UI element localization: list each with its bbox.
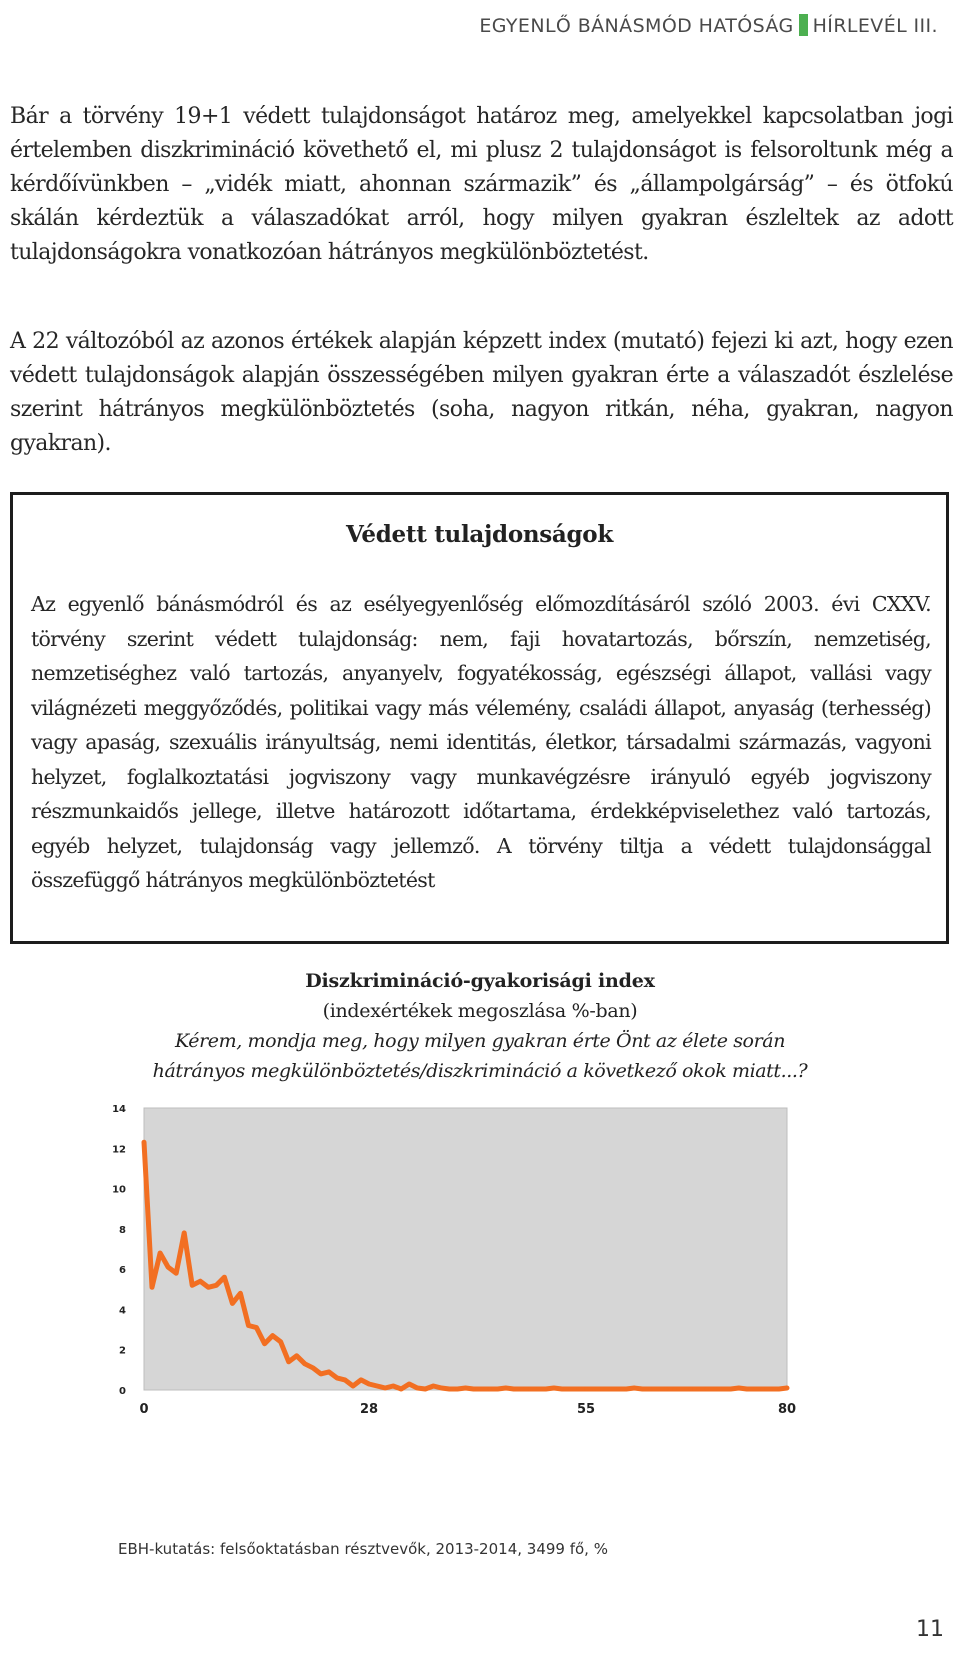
data-point — [464, 1386, 468, 1390]
page-number: 11 — [916, 1617, 944, 1642]
data-point — [640, 1387, 644, 1391]
data-point — [560, 1387, 564, 1391]
header-separator-bar — [799, 14, 808, 36]
x-tick-label: 0 — [139, 1402, 149, 1417]
data-point — [319, 1372, 323, 1376]
data-point — [632, 1386, 636, 1390]
data-point — [303, 1362, 307, 1366]
data-point — [705, 1387, 709, 1391]
data-point — [383, 1386, 387, 1390]
data-point — [729, 1387, 733, 1391]
data-point — [713, 1387, 717, 1391]
source-note: EBH-kutatás: felsőoktatásban résztvevők, 2013-2014, 3499 fő, % — [118, 1540, 608, 1558]
data-point — [238, 1291, 242, 1295]
data-point — [785, 1386, 789, 1390]
data-point — [552, 1386, 556, 1390]
y-tick-label: 2 — [119, 1345, 126, 1357]
data-point — [246, 1324, 250, 1328]
data-point — [681, 1387, 685, 1391]
data-point — [536, 1387, 540, 1391]
data-point — [295, 1354, 299, 1358]
y-tick-label: 4 — [119, 1305, 126, 1317]
plot-area — [144, 1108, 787, 1390]
data-point — [206, 1285, 210, 1289]
y-tick-label: 10 — [112, 1184, 126, 1196]
data-point — [375, 1384, 379, 1388]
data-point — [142, 1140, 146, 1144]
data-point — [150, 1285, 154, 1289]
data-point — [271, 1334, 275, 1338]
data-point — [576, 1387, 580, 1391]
protected-characteristics-box — [10, 492, 949, 944]
y-tick-label: 12 — [112, 1144, 126, 1156]
data-point — [592, 1387, 596, 1391]
data-point — [600, 1387, 604, 1391]
y-tick-label: 8 — [119, 1224, 126, 1236]
data-point — [496, 1387, 500, 1391]
data-point — [335, 1376, 339, 1380]
data-point — [311, 1366, 315, 1370]
data-point — [504, 1386, 508, 1390]
data-point — [198, 1279, 202, 1283]
data-point — [512, 1387, 516, 1391]
data-point — [777, 1387, 781, 1391]
data-point — [158, 1251, 162, 1255]
chart-subtitle: (indexértékek megoszlása %-ban) — [322, 1000, 638, 1022]
data-point — [664, 1387, 668, 1391]
data-point — [488, 1387, 492, 1391]
x-tick-label: 80 — [777, 1402, 797, 1417]
data-point — [182, 1231, 186, 1235]
data-point — [423, 1387, 427, 1391]
data-point — [359, 1378, 363, 1382]
data-point — [520, 1387, 524, 1391]
data-point — [480, 1387, 484, 1391]
data-point — [737, 1386, 741, 1390]
data-point — [624, 1387, 628, 1391]
data-point — [391, 1384, 395, 1388]
box-title: Védett tulajdonságok — [345, 521, 613, 548]
chart-question-line-2: hátrányos megkülönböztetés/diszkrimináció a következő okok miatt...? — [152, 1060, 808, 1082]
data-point — [544, 1387, 548, 1391]
data-point — [367, 1382, 371, 1386]
discrimination-index-chart — [100, 1095, 860, 1525]
data-point — [407, 1382, 411, 1386]
y-tick-label: 14 — [112, 1104, 126, 1115]
data-point — [174, 1271, 178, 1275]
chart-question-line-1: Kérem, mondja meg, hogy milyen gyakran érte Önt az élete során — [174, 1030, 786, 1052]
page-header — [479, 14, 938, 37]
data-point — [214, 1283, 218, 1287]
data-point — [399, 1387, 403, 1391]
data-point — [648, 1387, 652, 1391]
chart-question — [0, 1026, 960, 1086]
data-point — [415, 1386, 419, 1390]
data-point — [568, 1387, 572, 1391]
intro-paragraph: Bár a törvény 19+1 védett tulajdonságot határoz meg, amelyekkel kapcsolatban jogi értelemben diszkrimináció követhető el, mi plusz 2 tulajdonságot is felsoroltunk még a kérdőívünkben – „vidék miatt, ahonnan származik” és „állampolgárság” – és ötfokú skálán kérdeztük a válaszadókat arról, hogy milyen gyakran észleltek az adott tulajdonságokra vonatkozóan hátrányos megkülönböztetést. — [10, 104, 953, 265]
header-publisher: EGYENLŐ BÁNÁSMÓD HATÓSÁG — [479, 15, 794, 37]
data-point — [584, 1387, 588, 1391]
data-point — [656, 1387, 660, 1391]
data-point — [745, 1387, 749, 1391]
data-point — [287, 1360, 291, 1364]
data-point — [769, 1387, 773, 1391]
data-point — [472, 1387, 476, 1391]
data-point — [447, 1387, 451, 1391]
data-point — [689, 1387, 693, 1391]
data-point — [327, 1370, 331, 1374]
data-point — [255, 1326, 259, 1330]
data-point — [455, 1387, 459, 1391]
data-point — [166, 1265, 170, 1269]
x-tick-label: 28 — [360, 1402, 379, 1417]
data-point — [608, 1387, 612, 1391]
data-point — [230, 1301, 234, 1305]
data-point — [761, 1387, 765, 1391]
box-text: Az egyenlő bánásmódról és az esélyegyenlőség előmozdításáról szóló 2003. évi CXXV. törvény szerint védett tulajdonság: nem, faji hovatartozás, bőrszín, nemzetiség, nemzetiséghez való tartozás, anyanyelv, fogyatékosság, egészségi állapot, vallási vagy világnézeti meggyőződés, politikai vagy más vélemény, családi állapot, anyaság (terhesség) vagy apaság, szexuális irányultság, nemi identitás, életkor, társadalmi származás, vagyoni helyzet, foglalkoztatási jogviszony vagy munkavégzésre irányuló egyéb jogviszony részmunkaidős jellege, illetve határozott időtartama, érdekképviselethez való tartozás, egyéb helyzet, tulajdonság vagy jellemző. A törvény tiltja a védett tulajdonsággal összefüggő hátrányos megkülönböztetést — [31, 592, 931, 892]
data-point — [431, 1384, 435, 1388]
data-point — [721, 1387, 725, 1391]
data-point — [616, 1387, 620, 1391]
data-point — [439, 1386, 443, 1390]
data-point — [528, 1387, 532, 1391]
header-issue: HÍRLEVÉL III. — [812, 15, 938, 37]
data-point — [672, 1387, 676, 1391]
data-point — [343, 1378, 347, 1382]
data-point — [279, 1340, 283, 1344]
data-point — [190, 1283, 194, 1287]
x-tick-label: 55 — [577, 1402, 596, 1417]
data-point — [351, 1384, 355, 1388]
data-point — [697, 1387, 701, 1391]
data-point — [263, 1342, 267, 1346]
y-tick-label: 6 — [119, 1265, 126, 1277]
data-point — [753, 1387, 757, 1391]
chart-title: Diszkrimináció-gyakorisági index — [305, 970, 655, 992]
y-tick-label: 0 — [119, 1386, 126, 1397]
index-paragraph: A 22 változóból az azonos értékek alapján képzett index (mutató) fejezi ki azt, hogy ezen védett tulajdonságok alapján összességében milyen gyakran érte a válaszadót észlelése szerint hátrányos megkülönböztetés (soha, nagyon ritkán, néha, gyakran, nagyon gyakran). — [10, 329, 953, 456]
data-point — [222, 1275, 226, 1279]
